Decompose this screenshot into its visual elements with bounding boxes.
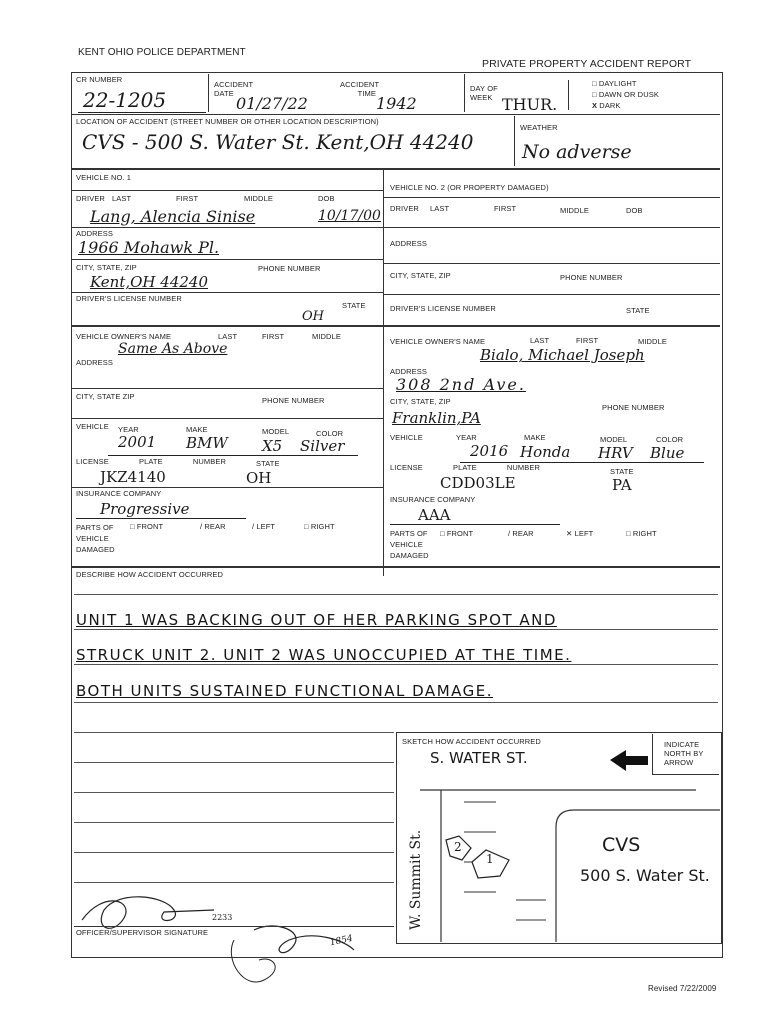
vehicle-column-divider [383, 168, 384, 576]
v2-insurance-underline [390, 524, 560, 525]
divider [514, 116, 515, 166]
v1-insurance-underline [76, 518, 246, 519]
v2-owner-city-label: CITY, STATE, ZIP [390, 397, 451, 406]
v1-vehicle-underline [108, 455, 358, 456]
v2-parts-label: PARTS OF VEHICLE DAMAGED [390, 529, 429, 560]
narrative-rule [74, 732, 394, 733]
v1-owner-first-label: FIRST [262, 332, 285, 341]
light-option-daylight[interactable]: □ DAYLIGHT [592, 79, 637, 88]
v2-owner-label: VEHICLE OWNER'S NAME [390, 337, 486, 346]
north-label: INDICATE NORTH BY ARROW [664, 740, 704, 767]
v2-license-label: DRIVER'S LICENSE NUMBER [390, 304, 496, 313]
row-divider [72, 168, 720, 170]
row-divider [72, 388, 383, 389]
v2-owner-phone-label: PHONE NUMBER [602, 403, 665, 412]
v1-owner-name: Same As Above [118, 341, 228, 357]
v1-first-label: FIRST [176, 194, 199, 203]
sketch-street-side: W. Summit St. [408, 829, 424, 930]
v1-color-label: COLOR [316, 429, 344, 438]
divider [568, 80, 569, 110]
row-divider [383, 263, 720, 264]
v2-year-label: YEAR [456, 433, 477, 442]
v2-parts-rear[interactable]: / REAR [508, 529, 534, 538]
v2-vehicle-label: VEHICLE [390, 433, 423, 442]
accident-time-value: 1942 [376, 94, 417, 113]
v2-owner-middle-label: MIDDLE [638, 337, 667, 346]
v1-owner-label: VEHICLE OWNER'S NAME [76, 332, 172, 341]
v2-plate-state-label: STATE [610, 467, 634, 476]
row-divider [72, 418, 383, 419]
weather-value: No adverse [522, 141, 632, 163]
row-divider [72, 227, 383, 228]
divider [208, 74, 209, 112]
cr-number-value: 22-1205 [83, 88, 167, 112]
signature-label: OFFICER/SUPERVISOR SIGNATURE [76, 928, 209, 937]
v2-model: HRV [598, 444, 633, 462]
vehicle1-section-label: VEHICLE NO. 1 [76, 173, 132, 182]
v1-address-label: ADDRESS [76, 229, 113, 238]
v1-vehicle-label: VEHICLE [76, 422, 109, 431]
revised-date: Revised 7/22/2009 [648, 984, 717, 993]
narrative-rule [74, 629, 718, 630]
v2-dob-label: DOB [626, 206, 643, 215]
v1-city-label: CITY, STATE, ZIP [76, 263, 137, 272]
v2-phone-label: PHONE NUMBER [560, 273, 623, 282]
v1-model-label: MODEL [262, 427, 290, 436]
narrative-rule [74, 762, 394, 763]
row-divider [72, 292, 383, 293]
v2-parts-front-label: FRONT [446, 529, 474, 538]
accident-time-label: ACCIDENT TIME [340, 80, 380, 98]
dark-checkmark: X [592, 101, 598, 110]
v2-owner-address: 308 2nd Ave. [396, 375, 526, 394]
sketch-label: SKETCH HOW ACCIDENT OCCURRED [402, 737, 541, 746]
row-divider [383, 294, 720, 295]
row-divider [72, 566, 720, 568]
day-of-week-label: DAY OF WEEK [470, 84, 498, 102]
v1-address-value: 1966 Mohawk Pl. [78, 238, 220, 257]
v2-parts-rear-label: REAR [512, 529, 534, 538]
v1-parts-left[interactable]: / LEFT [252, 522, 276, 531]
v1-plate-label: LICENSE PLATE NUMBER [76, 457, 226, 466]
day-of-week-value: THUR. [502, 95, 558, 114]
narrative-rule [74, 594, 718, 595]
v2-year: 2016 [470, 442, 509, 460]
narrative-line-1: UNIT 1 WAS BACKING OUT OF HER PARKING SPOT AND [76, 611, 557, 629]
v1-middle-label: MIDDLE [244, 194, 273, 203]
location-value: CVS - 500 S. Water St. Kent,OH 44240 [82, 130, 474, 154]
department-name: KENT OHIO POLICE DEPARTMENT [78, 47, 246, 58]
v1-parts-rear[interactable]: / REAR [200, 522, 226, 531]
v1-parts-label: PARTS OF VEHICLE DAMAGED [76, 523, 115, 554]
v2-model-label: MODEL [600, 435, 628, 444]
v1-plate-state-label: STATE [256, 459, 280, 468]
v2-last-label: LAST [430, 204, 450, 213]
v2-parts-left-label: LEFT [574, 529, 594, 538]
narrative-rule [74, 664, 718, 665]
v2-parts-front[interactable]: □ FRONT [440, 529, 474, 538]
v2-driver-label: DRIVER [390, 204, 419, 213]
v2-owner-first-label: FIRST [576, 336, 599, 345]
v1-parts-rear-label: REAR [204, 522, 226, 531]
v1-parts-front-label: FRONT [136, 522, 164, 531]
v1-model: X5 [262, 437, 283, 455]
v1-city-value: Kent,OH 44240 [90, 273, 209, 291]
narrative-rule [74, 792, 394, 793]
v2-plate: CDD03LE [440, 474, 516, 492]
v1-color: Silver [300, 437, 345, 455]
sketch-unit2-label: 2 [454, 840, 462, 854]
narrative-rule [74, 822, 394, 823]
v1-owner-phone-label: PHONE NUMBER [262, 396, 325, 405]
v2-color: Blue [650, 444, 685, 462]
sketch-unit1-label: 1 [486, 852, 494, 866]
v2-parts-left[interactable]: ✕ LEFT [566, 529, 594, 538]
v1-parts-left-label: LEFT [256, 522, 276, 531]
v1-parts-right[interactable]: □ RIGHT [304, 522, 335, 531]
sketch-street-top: S. WATER ST. [430, 749, 528, 767]
v1-driver-label: DRIVER [76, 194, 105, 203]
weather-label: WEATHER [520, 123, 558, 132]
sketch-lot-address: 500 S. Water St. [580, 866, 710, 885]
v1-plate: JKZ4140 [100, 468, 166, 486]
narrative-label: DESCRIBE HOW ACCIDENT OCCURRED [76, 570, 224, 579]
light-option-dawn-dusk[interactable]: □ DAWN OR DUSK [592, 90, 659, 99]
v2-owner-city: Franklin,PA [392, 409, 481, 427]
light-option-dawn-dusk-label: DAWN OR DUSK [598, 90, 659, 99]
signature-badge-1: 2233 [212, 913, 233, 922]
north-arrow-icon [610, 750, 648, 771]
v1-owner-address-label: ADDRESS [76, 358, 113, 367]
accident-date-label: ACCIDENT DATE [214, 80, 253, 98]
narrative-line-3: BOTH UNITS SUSTAINED FUNCTIONAL DAMAGE. [76, 682, 493, 700]
divider [464, 74, 465, 112]
accident-date-value: 01/27/22 [236, 94, 308, 113]
signature-rule [74, 926, 394, 927]
v2-city-label: CITY, STATE, ZIP [390, 271, 451, 280]
vehicle2-section-label: VEHICLE NO. 2 (OR PROPERTY DAMAGED) [390, 183, 549, 192]
v2-address-label: ADDRESS [390, 239, 427, 248]
v2-insurance-label: INSURANCE COMPANY [390, 495, 476, 504]
row-divider [383, 325, 720, 327]
v2-middle-label: MIDDLE [560, 206, 589, 215]
light-option-dark-label: DARK [599, 101, 621, 110]
v1-state-label: STATE [342, 301, 366, 310]
v2-color-label: COLOR [656, 435, 684, 444]
v1-dob-label: DOB [318, 194, 335, 203]
v1-last-label: LAST [112, 194, 132, 203]
v1-year-label: YEAR [118, 425, 139, 434]
cr-number-underline [78, 112, 206, 113]
narrative-rule [74, 702, 718, 703]
row-divider [383, 227, 720, 228]
signature-badge-2: 1854 [329, 933, 354, 949]
v1-insurance: Progressive [100, 500, 190, 518]
v1-plate-state: OH [246, 469, 272, 487]
v1-parts-front[interactable]: □ FRONT [130, 522, 164, 531]
v1-parts-right-label: RIGHT [310, 522, 335, 531]
v1-dob-value: 10/17/00 [318, 208, 381, 224]
v1-make-label: MAKE [186, 425, 208, 434]
cr-number-label: CR NUMBER [76, 75, 123, 84]
v2-parts-right[interactable]: □ RIGHT [626, 529, 657, 538]
narrative-rule [74, 852, 394, 853]
narrative-line-2: STRUCK UNIT 2. UNIT 2 WAS UNOCCUPIED AT THE TIME. [76, 646, 572, 664]
row-divider [72, 190, 383, 191]
row-divider [72, 487, 383, 488]
v2-state-label: STATE [626, 306, 650, 315]
v2-parts-right-label: RIGHT [632, 529, 657, 538]
light-option-dark[interactable] [592, 102, 621, 110]
v1-license-state: OH [302, 309, 324, 324]
row-divider [72, 114, 720, 115]
v2-owner-last-label: LAST [530, 336, 550, 345]
v1-phone-label: PHONE NUMBER [258, 264, 321, 273]
v2-insurance: AAA [418, 506, 451, 524]
v2-owner-address-label: ADDRESS [390, 367, 427, 376]
v2-make: Honda [520, 443, 571, 461]
v2-plate-state: PA [612, 476, 632, 494]
v1-owner-city-label: CITY, STATE ZIP [76, 392, 135, 401]
v2-owner-name: Bialo, Michael Joseph [480, 346, 645, 364]
v1-driver-name: Lang, Alencia Sinise [90, 207, 256, 226]
v2-make-label: MAKE [524, 433, 546, 442]
v1-owner-last-label: LAST [218, 332, 238, 341]
v1-license-label: DRIVER'S LICENSE NUMBER [76, 294, 182, 303]
v1-insurance-label: INSURANCE COMPANY [76, 489, 162, 498]
light-option-daylight-label: DAYLIGHT [598, 79, 637, 88]
report-title: PRIVATE PROPERTY ACCIDENT REPORT [482, 58, 692, 70]
row-divider [383, 197, 720, 198]
row-divider [72, 259, 383, 260]
v2-plate-label: LICENSE PLATE NUMBER [390, 463, 540, 472]
v1-make: BMW [186, 434, 228, 452]
v1-owner-middle-label: MIDDLE [312, 332, 341, 341]
location-label: LOCATION OF ACCIDENT (STREET NUMBER OR OTHER LOCATION DESCRIPTION) [76, 117, 379, 126]
sketch-lot-name: CVS [602, 834, 641, 856]
v2-first-label: FIRST [494, 204, 517, 213]
v1-year: 2001 [118, 433, 157, 451]
row-divider [72, 325, 383, 327]
